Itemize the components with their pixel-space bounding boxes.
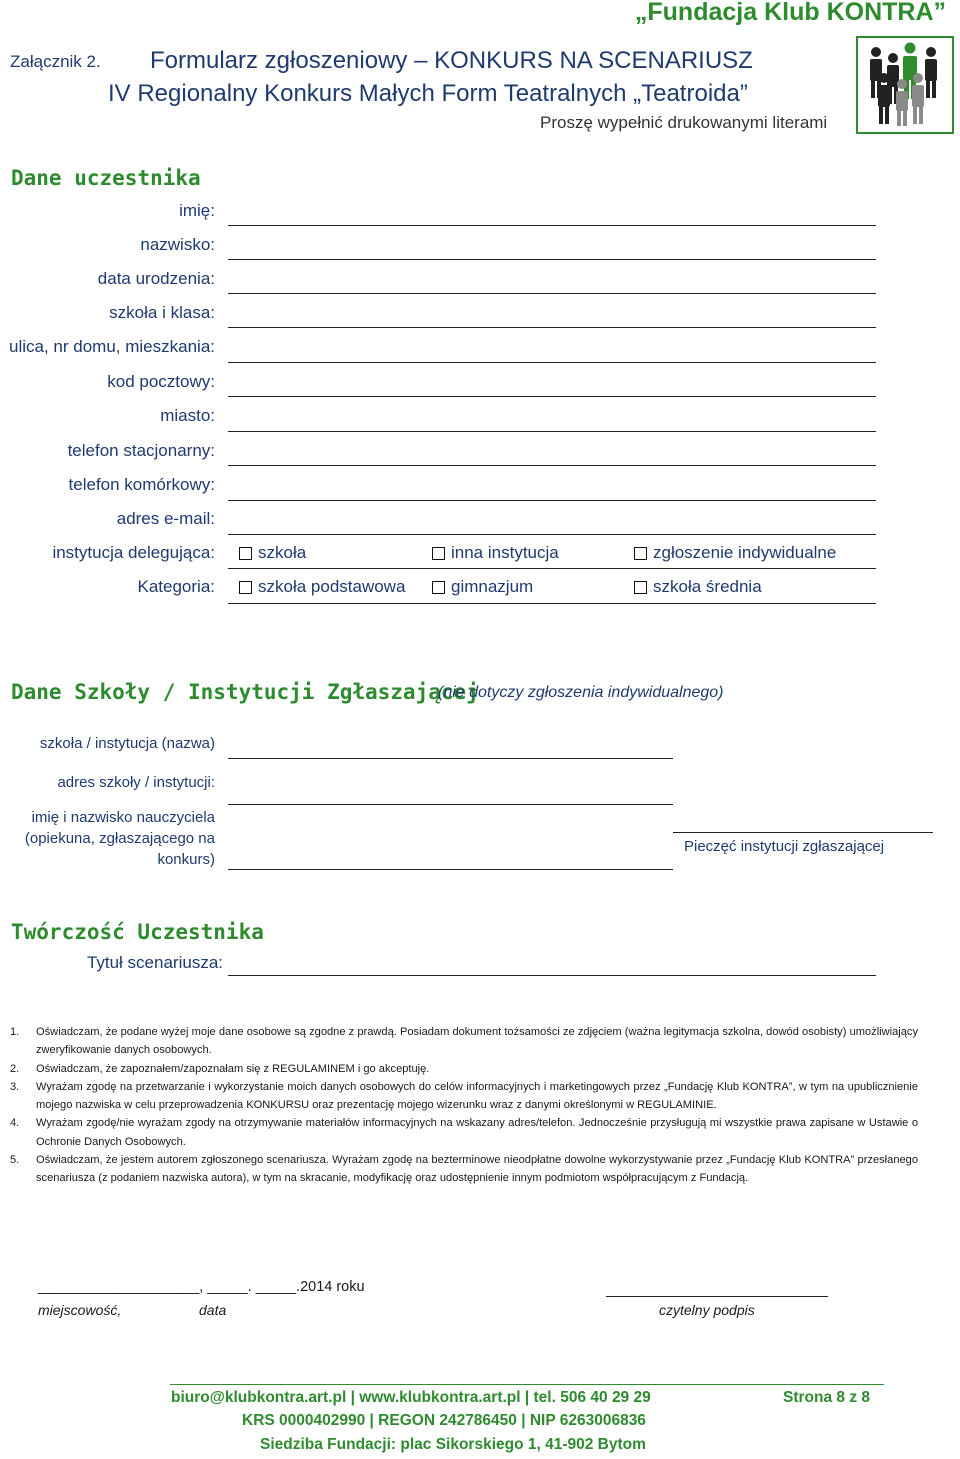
checkbox-icon[interactable] bbox=[634, 547, 647, 560]
teacher-name-field[interactable] bbox=[228, 869, 673, 870]
category-primary-option[interactable]: szkoła podstawowa bbox=[239, 577, 405, 597]
school-address-field[interactable] bbox=[228, 804, 673, 805]
category-label: Kategoria: bbox=[137, 577, 215, 596]
contest-title: IV Regionalny Konkurs Małych Form Teatralnych „Teatroida” bbox=[108, 80, 748, 107]
footer-registry: KRS 0000402990 | REGON 242786450 | NIP 6263006836 bbox=[242, 1412, 646, 1429]
birth-date-label: data urodzenia: bbox=[97, 269, 215, 288]
brand-name: „Fundacja Klub KONTRA” bbox=[634, 0, 946, 26]
mobile-label: telefon komórkowy: bbox=[68, 475, 215, 494]
delegating-other-option[interactable]: inna instytucja bbox=[432, 543, 559, 563]
landline-label: telefon stacjonarny: bbox=[67, 441, 215, 460]
birth-date-field[interactable] bbox=[228, 293, 876, 294]
last-name-field[interactable] bbox=[228, 259, 876, 260]
page-number: Strona 8 z 8 bbox=[783, 1389, 870, 1406]
category-underline bbox=[228, 603, 876, 604]
script-title-field[interactable] bbox=[228, 975, 876, 976]
declaration-item: 2. Oświadczam, że zapoznałem/zapoznałam się z REGULAMINEM i go akceptuję. bbox=[10, 1062, 430, 1075]
declaration-item: 5. Oświadczam, że jestem autorem zgłoszonego scenariusza. Wyrażam zgodę na bezterminowe nieodpłatne dowolne wykorzystywanie przez „Fundację Klub KONTRA” przesłanego scenariusza (z podaniem nazwiska autora), w tym na skracanie, modyfikację oraz udostępnienie innym podmiotom współpracującym z Fundacją. bbox=[10, 1154, 918, 1185]
teacher-label-line2: (opiekuna, zgłaszającego na bbox=[24, 830, 215, 847]
delegating-institution-label: instytucja delegująca: bbox=[52, 543, 215, 562]
people-group-logo-icon bbox=[856, 36, 954, 134]
category-high-option[interactable]: szkoła średnia bbox=[634, 577, 762, 597]
signature-caption: czytelny podpis bbox=[659, 1302, 755, 1318]
checkbox-icon[interactable] bbox=[432, 547, 445, 560]
city-field[interactable] bbox=[228, 431, 876, 432]
school-section-title: Dane Szkoły / Instytucji Zgłaszającej bbox=[11, 680, 479, 704]
city-label: miasto: bbox=[160, 406, 215, 425]
footer-divider bbox=[170, 1384, 884, 1385]
declarations-list bbox=[10, 1023, 918, 1188]
first-name-field[interactable] bbox=[228, 225, 876, 226]
participant-section-title: Dane uczestnika bbox=[11, 166, 201, 190]
stamp-label: Pieczęć instytucji zgłaszającej bbox=[684, 838, 885, 855]
school-name-label: szkoła / instytucja (nazwa) bbox=[39, 735, 215, 752]
date-caption: data bbox=[199, 1302, 227, 1318]
annex-label: Załącznik 2. bbox=[10, 52, 101, 71]
form-title: Formularz zgłoszeniowy – KONKURS NA SCENARIUSZ bbox=[150, 47, 753, 74]
email-label: adres e-mail: bbox=[116, 509, 215, 528]
landline-field[interactable] bbox=[228, 465, 876, 466]
last-name-label: nazwisko: bbox=[140, 235, 215, 254]
checkbox-icon[interactable] bbox=[432, 581, 445, 594]
delegating-individual-option[interactable]: zgłoszenie indywidualne bbox=[634, 543, 836, 563]
school-name-field[interactable] bbox=[228, 758, 673, 759]
signature-line[interactable] bbox=[606, 1296, 828, 1297]
place-caption: miejscowość, bbox=[38, 1302, 122, 1318]
delegating-school-option[interactable]: szkoła bbox=[239, 543, 306, 563]
street-label: ulica, nr domu, mieszkania: bbox=[9, 337, 215, 356]
delegating-underline bbox=[228, 568, 876, 569]
declaration-item: 4. Wyrażam zgodę/nie wyrażam zgody na otrzymywanie materiałów informacyjnych na wskazany adres/telefon. Jednocześnie przysługują mi wszystkie prawa zapisane w Ustawie o Ochronie Danych Osobowych. bbox=[10, 1117, 918, 1148]
stamp-line bbox=[673, 832, 933, 833]
mobile-field[interactable] bbox=[228, 500, 876, 501]
fill-hint: Proszę wypełnić drukowanymi literami bbox=[540, 113, 828, 132]
declaration-item: 1. Oświadczam, że podane wyżej moje dane osobowe są zgodne z prawdą. Posiadam dokument tożsamości ze zdjęciem (ważna legitymacja szkolna, dowód osobisty) umożliwiający zweryfikowanie danych osobowych. bbox=[10, 1026, 918, 1057]
checkbox-icon[interactable] bbox=[239, 547, 252, 560]
checkbox-icon[interactable] bbox=[239, 581, 252, 594]
street-field[interactable] bbox=[228, 362, 876, 363]
creative-section-title: Twórczość Uczestnika bbox=[11, 920, 264, 944]
email-field[interactable] bbox=[228, 534, 876, 535]
postal-code-label: kod pocztowy: bbox=[107, 372, 215, 391]
teacher-label-line1: imię i nazwisko nauczyciela bbox=[31, 809, 215, 826]
school-class-field[interactable] bbox=[228, 327, 876, 328]
script-title-label: Tytuł scenariusza: bbox=[86, 953, 223, 972]
declaration-item: 3. Wyrażam zgodę na przetwarzanie i wykorzystanie moich danych osobowych do celów informacyjnych i marketingowych przez „Fundację Klub KONTRA”, w tym na upublicznienie mojego nazwiska w celu przeprowadzenia KONKURSU oraz prezentację mojego wizerunku wraz z danymi określonymi w REGULAMINIE. bbox=[10, 1080, 918, 1112]
school-section-note: (nie dotyczy zgłoszenia indywidualnego) bbox=[438, 684, 724, 701]
first-name-label: imię: bbox=[179, 201, 215, 220]
school-address-label: adres szkoły / instytucji: bbox=[57, 774, 215, 791]
footer-address: Siedziba Fundacji: plac Sikorskiego 1, 41-902 Bytom bbox=[260, 1436, 646, 1453]
postal-code-field[interactable] bbox=[228, 396, 876, 397]
footer-contact: biuro@klubkontra.art.pl | www.klubkontra.art.pl | tel. 506 40 29 29 bbox=[171, 1389, 651, 1406]
place-date-line[interactable]: ____________________, _____. _____.2014 roku bbox=[38, 1279, 365, 1295]
school-class-label: szkoła i klasa: bbox=[109, 303, 215, 322]
category-middle-option[interactable]: gimnazjum bbox=[432, 577, 533, 597]
checkbox-icon[interactable] bbox=[634, 581, 647, 594]
teacher-label-line3: konkurs) bbox=[157, 851, 215, 868]
